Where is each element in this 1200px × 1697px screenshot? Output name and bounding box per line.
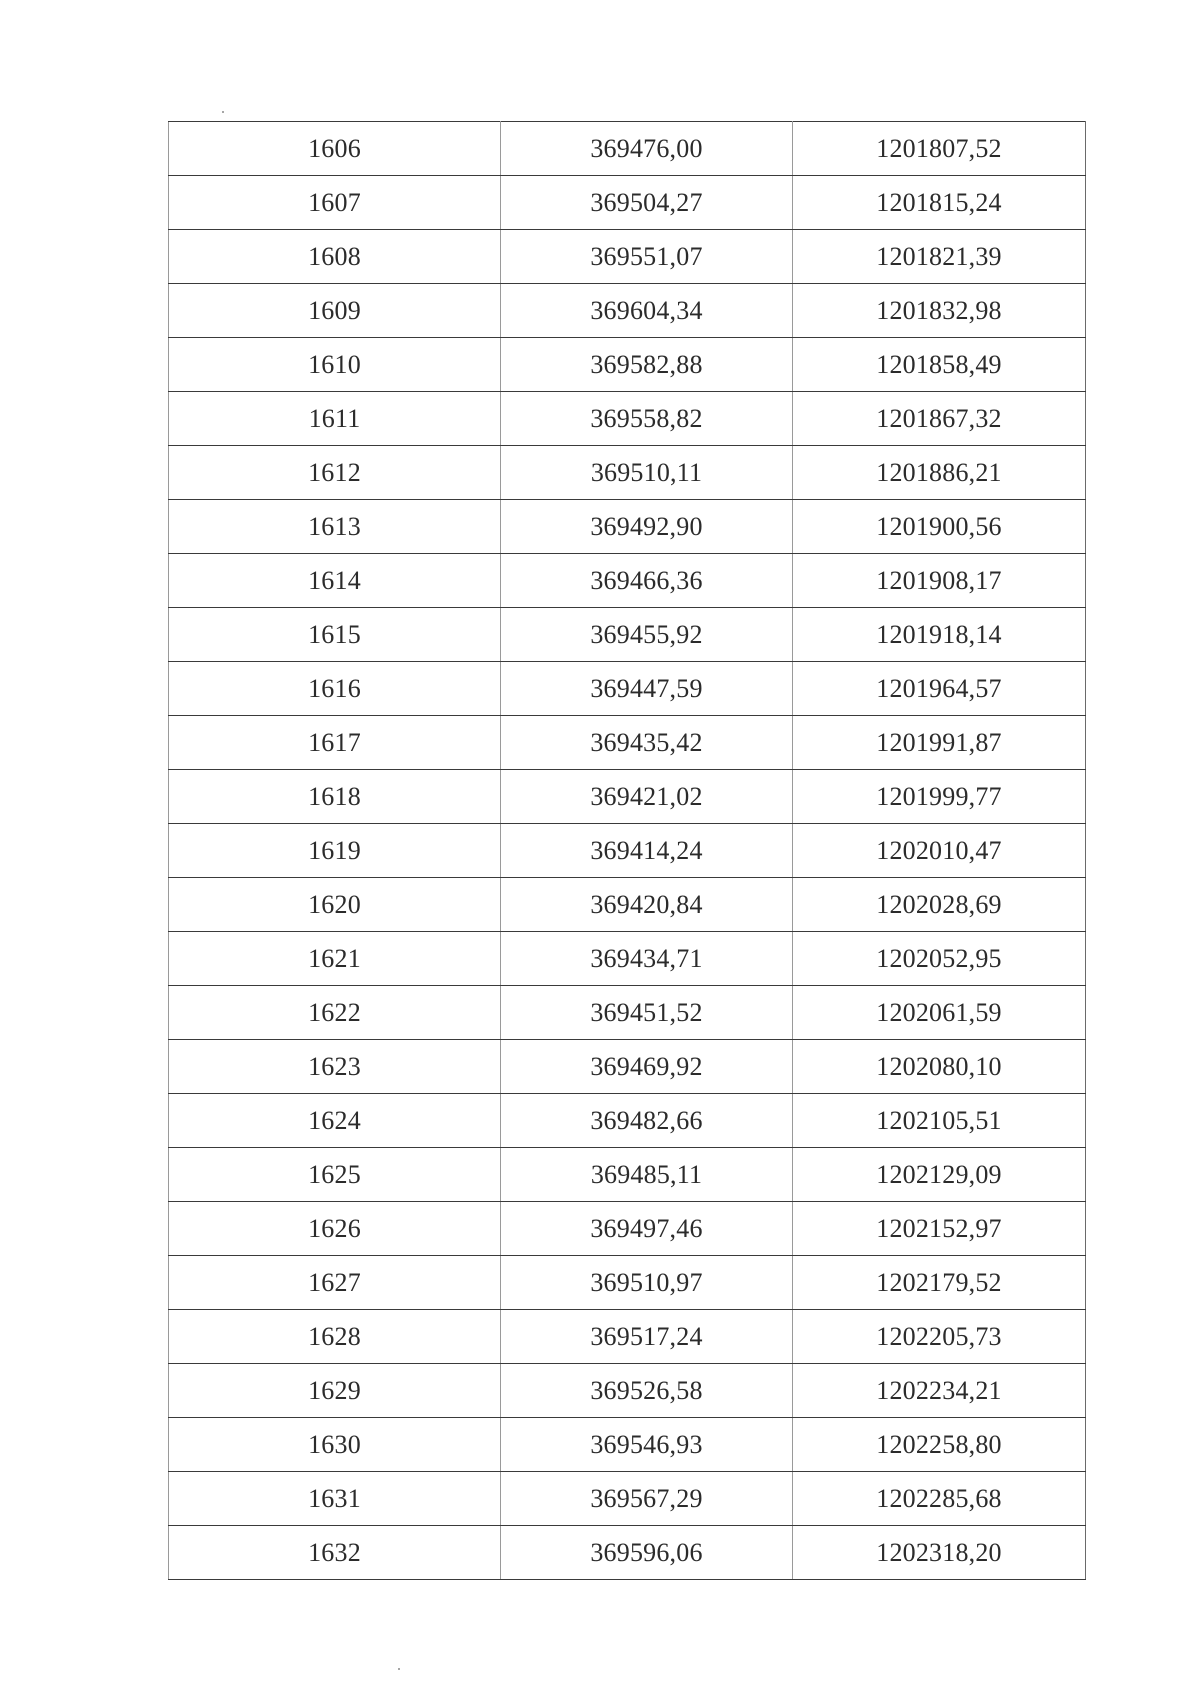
- y-coordinate-cell: 1201991,87: [793, 716, 1086, 770]
- point-number-cell: 1619: [169, 824, 501, 878]
- point-number-cell: 1623: [169, 1040, 501, 1094]
- table-row: [169, 122, 1086, 176]
- table-row: [169, 230, 1086, 284]
- x-coordinate-cell: 369567,29: [501, 1472, 793, 1526]
- x-coordinate-cell: 369492,90: [501, 500, 793, 554]
- point-number-cell: 1615: [169, 608, 501, 662]
- point-number-cell: 1632: [169, 1526, 501, 1580]
- x-coordinate-cell: 369469,92: [501, 1040, 793, 1094]
- y-coordinate-cell: 1201858,49: [793, 338, 1086, 392]
- table-row: [169, 770, 1086, 824]
- y-coordinate-cell: 1201886,21: [793, 446, 1086, 500]
- y-coordinate-cell: 1201821,39: [793, 230, 1086, 284]
- point-number-cell: 1625: [169, 1148, 501, 1202]
- table-row: [169, 824, 1086, 878]
- y-coordinate-cell: 1201815,24: [793, 176, 1086, 230]
- x-coordinate-cell: 369526,58: [501, 1364, 793, 1418]
- y-coordinate-cell: 1201918,14: [793, 608, 1086, 662]
- table-row: [169, 338, 1086, 392]
- point-number-cell: 1629: [169, 1364, 501, 1418]
- point-number-cell: 1626: [169, 1202, 501, 1256]
- point-number-cell: 1620: [169, 878, 501, 932]
- table-row: [169, 1040, 1086, 1094]
- x-coordinate-cell: 369510,11: [501, 446, 793, 500]
- y-coordinate-cell: 1202010,47: [793, 824, 1086, 878]
- point-number-cell: 1613: [169, 500, 501, 554]
- x-coordinate-cell: 369420,84: [501, 878, 793, 932]
- x-coordinate-cell: 369510,97: [501, 1256, 793, 1310]
- y-coordinate-cell: 1202052,95: [793, 932, 1086, 986]
- scan-speck: [222, 111, 224, 113]
- y-coordinate-cell: 1202080,10: [793, 1040, 1086, 1094]
- y-coordinate-cell: 1202285,68: [793, 1472, 1086, 1526]
- point-number-cell: 1606: [169, 122, 501, 176]
- table-row: [169, 500, 1086, 554]
- x-coordinate-cell: 369517,24: [501, 1310, 793, 1364]
- table-row: [169, 446, 1086, 500]
- x-coordinate-cell: 369558,82: [501, 392, 793, 446]
- y-coordinate-cell: 1202105,51: [793, 1094, 1086, 1148]
- x-coordinate-cell: 369604,34: [501, 284, 793, 338]
- x-coordinate-cell: 369455,92: [501, 608, 793, 662]
- x-coordinate-cell: 369421,02: [501, 770, 793, 824]
- point-number-cell: 1624: [169, 1094, 501, 1148]
- y-coordinate-cell: 1201900,56: [793, 500, 1086, 554]
- y-coordinate-cell: 1202152,97: [793, 1202, 1086, 1256]
- y-coordinate-cell: 1202234,21: [793, 1364, 1086, 1418]
- x-coordinate-cell: 369476,00: [501, 122, 793, 176]
- x-coordinate-cell: 369551,07: [501, 230, 793, 284]
- table-row: [169, 284, 1086, 338]
- y-coordinate-cell: 1202179,52: [793, 1256, 1086, 1310]
- point-number-cell: 1621: [169, 932, 501, 986]
- point-number-cell: 1630: [169, 1418, 501, 1472]
- y-coordinate-cell: 1201999,77: [793, 770, 1086, 824]
- x-coordinate-cell: 369466,36: [501, 554, 793, 608]
- point-number-cell: 1611: [169, 392, 501, 446]
- point-number-cell: 1616: [169, 662, 501, 716]
- x-coordinate-cell: 369451,52: [501, 986, 793, 1040]
- y-coordinate-cell: 1201964,57: [793, 662, 1086, 716]
- point-number-cell: 1628: [169, 1310, 501, 1364]
- y-coordinate-cell: 1201867,32: [793, 392, 1086, 446]
- table-row: [169, 392, 1086, 446]
- table-row: [169, 1202, 1086, 1256]
- point-number-cell: 1610: [169, 338, 501, 392]
- table-row: [169, 1364, 1086, 1418]
- table-row: [169, 1418, 1086, 1472]
- y-coordinate-cell: 1202028,69: [793, 878, 1086, 932]
- x-coordinate-cell: 369582,88: [501, 338, 793, 392]
- table-row: [169, 1094, 1086, 1148]
- y-coordinate-cell: 1202061,59: [793, 986, 1086, 1040]
- x-coordinate-cell: 369485,11: [501, 1148, 793, 1202]
- point-number-cell: 1614: [169, 554, 501, 608]
- table-row: [169, 1310, 1086, 1364]
- point-number-cell: 1627: [169, 1256, 501, 1310]
- x-coordinate-cell: 369447,59: [501, 662, 793, 716]
- point-number-cell: 1607: [169, 176, 501, 230]
- document-page: [168, 121, 1085, 1580]
- y-coordinate-cell: 1201807,52: [793, 122, 1086, 176]
- table-row: [169, 878, 1086, 932]
- coordinates-table: [168, 121, 1086, 1580]
- x-coordinate-cell: 369596,06: [501, 1526, 793, 1580]
- table-row: [169, 1256, 1086, 1310]
- y-coordinate-cell: 1201908,17: [793, 554, 1086, 608]
- table-row: [169, 1526, 1086, 1580]
- table-body: [169, 122, 1086, 1580]
- table-row: [169, 986, 1086, 1040]
- x-coordinate-cell: 369504,27: [501, 176, 793, 230]
- point-number-cell: 1608: [169, 230, 501, 284]
- y-coordinate-cell: 1201832,98: [793, 284, 1086, 338]
- point-number-cell: 1617: [169, 716, 501, 770]
- point-number-cell: 1612: [169, 446, 501, 500]
- scan-speck: [398, 1668, 400, 1670]
- table-row: [169, 662, 1086, 716]
- table-row: [169, 716, 1086, 770]
- table-row: [169, 1472, 1086, 1526]
- table-row: [169, 554, 1086, 608]
- x-coordinate-cell: 369435,42: [501, 716, 793, 770]
- x-coordinate-cell: 369497,46: [501, 1202, 793, 1256]
- point-number-cell: 1618: [169, 770, 501, 824]
- x-coordinate-cell: 369434,71: [501, 932, 793, 986]
- point-number-cell: 1609: [169, 284, 501, 338]
- x-coordinate-cell: 369482,66: [501, 1094, 793, 1148]
- point-number-cell: 1631: [169, 1472, 501, 1526]
- table-row: [169, 932, 1086, 986]
- x-coordinate-cell: 369546,93: [501, 1418, 793, 1472]
- table-row: [169, 608, 1086, 662]
- y-coordinate-cell: 1202258,80: [793, 1418, 1086, 1472]
- table-row: [169, 176, 1086, 230]
- y-coordinate-cell: 1202205,73: [793, 1310, 1086, 1364]
- y-coordinate-cell: 1202318,20: [793, 1526, 1086, 1580]
- x-coordinate-cell: 369414,24: [501, 824, 793, 878]
- point-number-cell: 1622: [169, 986, 501, 1040]
- table-row: [169, 1148, 1086, 1202]
- y-coordinate-cell: 1202129,09: [793, 1148, 1086, 1202]
